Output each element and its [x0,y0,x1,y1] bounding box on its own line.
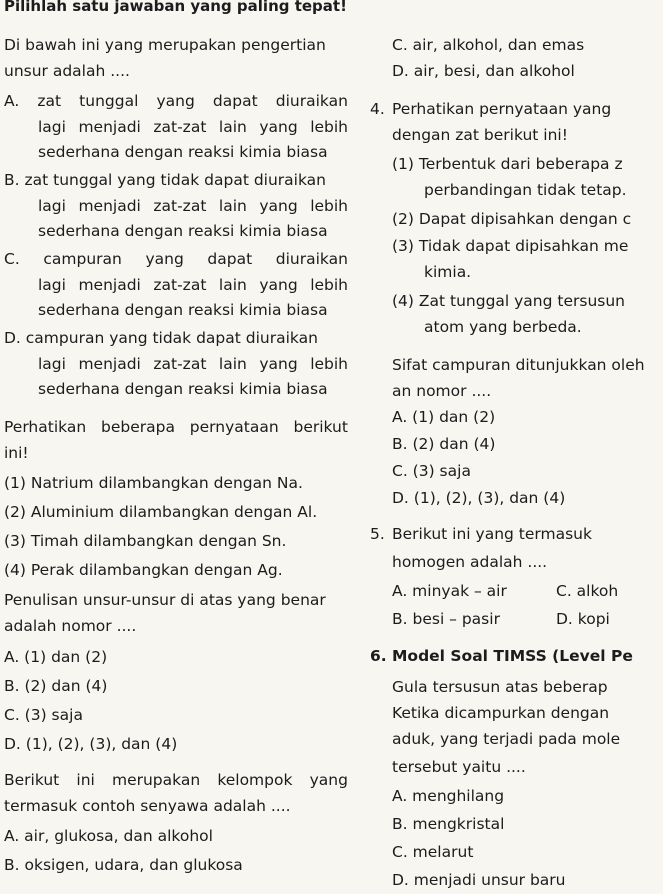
q-compound-option-b: B. oksigen, udara, dan glukosa [4,856,243,874]
q3-option-d: D. air, besi, dan alkohol [392,62,575,80]
q-symbols-ask-1: Penulisan unsur-unsur di atas yang benar [4,591,326,609]
q-symbols-option-b: B. (2) dan (4) [4,677,108,695]
q-symbols-statement-2: (2) Aluminium dilambangkan dengan Al. [4,503,318,521]
q6-stem-4: tersebut yaitu .... [392,758,526,776]
q-symbols-option-a: A. (1) dan (2) [4,648,108,666]
q4-option-a: A. (1) dan (2) [392,408,496,426]
q-symbols-option-d: D. (1), (2), (3), dan (4) [4,735,178,753]
q6-option-b: B. mengkristal [392,815,505,833]
q-symbols-option-c: C. (3) saja [4,706,83,724]
q-symbols-statement-1: (1) Natrium dilambangkan dengan Na. [4,474,303,492]
q-definition-option-c-line3: sederhana dengan reaksi kimia biasa [38,301,328,319]
q4-ask-2: an nomor .... [392,382,492,400]
q5-option-a: A. minyak – air [392,582,507,600]
q-symbols-ask-2: adalah nomor .... [4,617,137,635]
q-definition-option-b: B. zat tunggal yang tidak dapat diuraikan [4,171,326,189]
q5-number: 5. [370,525,385,543]
q6-stem-3: aduk, yang terjadi pada mole [392,730,621,748]
q5-option-d: D. kopi [556,610,610,628]
q4-statement-2: (2) Dapat dipisahkan dengan c [392,210,632,228]
q4-statement-4-cont: atom yang berbeda. [424,318,582,336]
q4-statement-1: (1) Terbentuk dari beberapa z [392,155,623,173]
q-definition-stem-1: Di bawah ini yang merupakan pengertian [4,36,326,54]
q-compound-stem-1: Berikut ini merupakan kelompok yang [4,771,348,789]
q-definition-option-c-line2: lagi menjadi zat-zat lain yang lebih [38,276,348,294]
q-definition-option-a: A. zat tunggal yang dapat diuraikan [4,92,348,110]
q4-ask-1: Sifat campuran ditunjukkan oleh [392,356,645,374]
q6-title: Model Soal TIMSS (Level Pe [392,647,633,665]
q4-statement-1-cont: perbandingan tidak tetap. [424,181,627,199]
q6-number: 6. [370,647,387,665]
q4-number: 4. [370,100,385,118]
q4-stem-2: dengan zat berikut ini! [392,126,568,144]
q-compound-option-a: A. air, glukosa, dan alkohol [4,827,213,845]
q-symbols-stem-1: Perhatikan beberapa pernyataan berikut [4,418,348,436]
q-symbols-statement-3: (3) Timah dilambangkan dengan Sn. [4,532,287,550]
q-definition-option-d-line3: sederhana dengan reaksi kimia biasa [38,380,328,398]
q-symbols-stem-2: ini! [4,444,29,462]
q4-statement-3-cont: kimia. [424,263,472,281]
q-definition-stem-2: unsur adalah .... [4,62,130,80]
q4-statement-3: (3) Tidak dapat dipisahkan me [392,237,629,255]
q-definition-option-d-line2: lagi menjadi zat-zat lain yang lebih [38,355,348,373]
q4-option-c: C. (3) saja [392,462,471,480]
q-definition-option-a-line2: lagi menjadi zat-zat lain yang lebih [38,118,348,136]
q5-stem-1: Berikut ini yang termasuk [392,525,592,543]
q4-statement-4: (4) Zat tunggal yang tersusun [392,292,626,310]
q-definition-option-b-line2: lagi menjadi zat-zat lain yang lebih [38,197,348,215]
q-definition-option-d: D. campuran yang tidak dapat diuraikan [4,329,318,347]
q6-option-d: D. menjadi unsur baru [392,871,566,889]
q-definition-option-c: C. campuran yang dapat diuraikan [4,250,348,268]
q-definition-option-a-line3: sederhana dengan reaksi kimia biasa [38,143,328,161]
q4-stem-1: Perhatikan pernyataan yang [392,100,612,118]
q4-option-d: D. (1), (2), (3), dan (4) [392,489,566,507]
instruction-title: Pilihlah satu jawaban yang paling tepat! [4,0,347,15]
q5-option-b: B. besi – pasir [392,610,500,628]
q6-stem-1: Gula tersusun atas beberap [392,678,608,696]
q5-stem-2: homogen adalah .... [392,553,548,571]
q-compound-stem-2: termasuk contoh senyawa adalah .... [4,797,291,815]
q-definition-option-b-line3: sederhana dengan reaksi kimia biasa [38,222,328,240]
q3-option-c: C. air, alkohol, dan emas [392,36,585,54]
q6-stem-2: Ketika dicampurkan dengan [392,704,610,722]
q4-option-b: B. (2) dan (4) [392,435,496,453]
q-symbols-statement-4: (4) Perak dilambangkan dengan Ag. [4,561,283,579]
q6-option-c: C. melarut [392,843,474,861]
q5-option-c: C. alkoh [556,582,619,600]
q6-option-a: A. menghilang [392,787,505,805]
